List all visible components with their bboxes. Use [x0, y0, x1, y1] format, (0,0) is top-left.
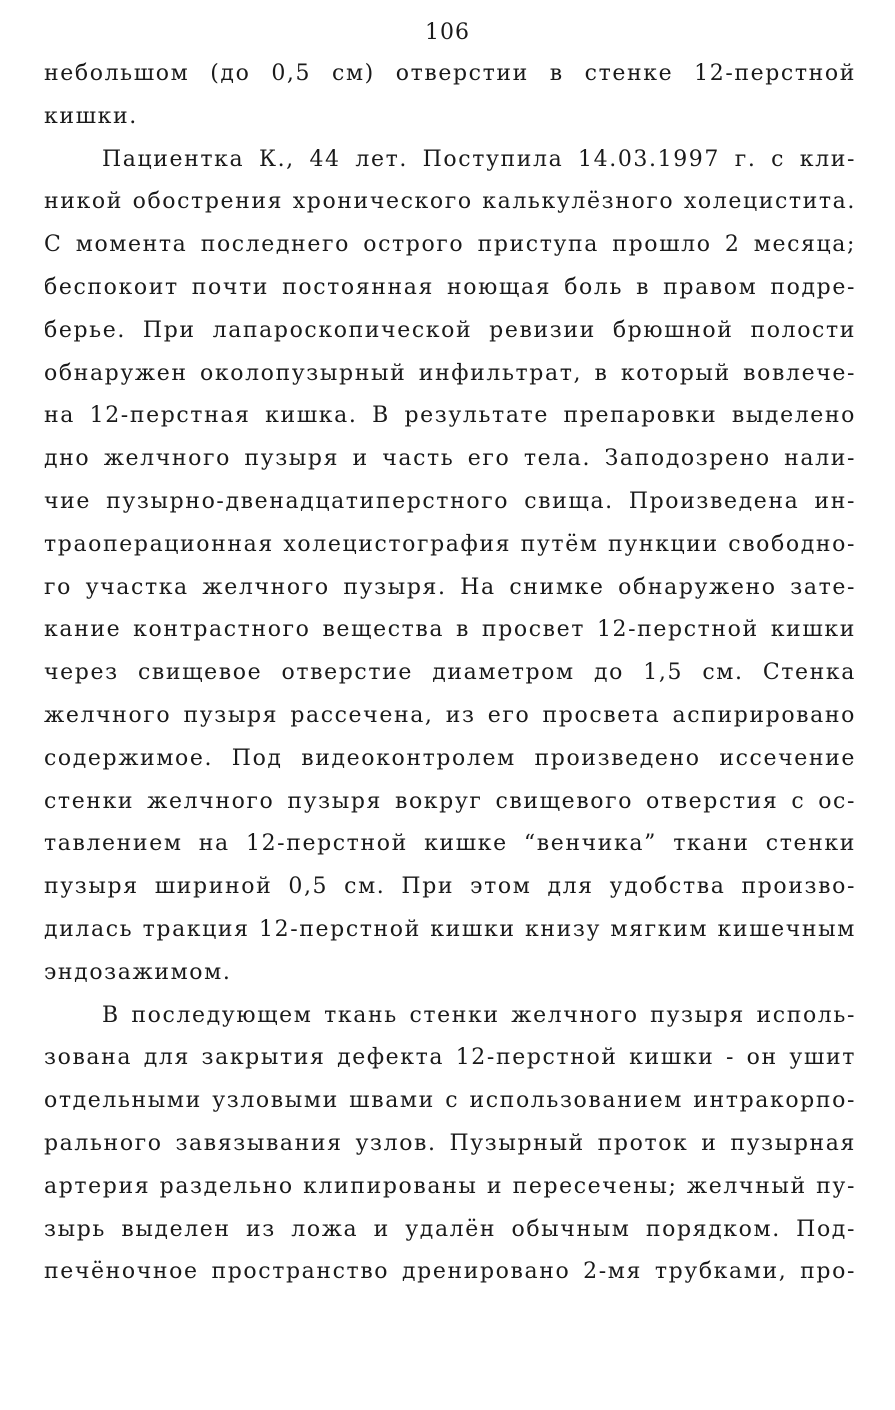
text-line: зована для закрытия дефекта 12-перстной кишки - он ушит — [44, 1045, 856, 1071]
text-line: С момента последнего острого приступа прошло 2 месяца; — [44, 232, 856, 258]
text-line: дно желчного пузыря и часть его тела. Заподозрено нали- — [44, 446, 856, 472]
text-line: Пациентка К., 44 лет. Поступила 14.03.1997 г. с кли- — [102, 146, 856, 172]
text-line: желчного пузыря рассечена, из его просвета аспирировано — [44, 703, 856, 728]
text-line: артерия раздельно клипированы и пересечены; желчный пу- — [44, 1173, 856, 1199]
text-line: содержимое. Под видеоконтролем произведено иссечение — [44, 745, 856, 771]
text-line: через свищевое отверстие диаметром до 1,5 см. Стенка — [44, 660, 856, 686]
text-line: стенки желчного пузыря вокруг свищевого отверстия с ос- — [44, 788, 856, 814]
text-line: обнаружен околопузырный инфильтрат, в который вовлече- — [44, 360, 856, 386]
text-line: го участка желчного пузыря. На снимке обнаружено зате- — [44, 574, 856, 600]
text-line: эндозажимом. — [44, 959, 232, 985]
text-line: беспокоит почти постоянная ноющая боль в правом подре- — [44, 275, 856, 300]
text-line: траоперационная холецистография путём пункции свободно- — [44, 531, 856, 557]
text-line: дилась тракция 12-перстной кишки книзу мягким кишечным — [44, 917, 856, 942]
text-line: никой обострения хронического калькулёзного холецистита. — [44, 189, 856, 215]
text-line: чие пузырно-двенадцатиперстного свища. Произведена ин- — [44, 489, 856, 514]
text-line: отдельными узловыми швами с использованием интракорпо- — [44, 1088, 856, 1114]
text-line: зырь выделен из ложа и удалён обычным порядком. Под- — [44, 1216, 856, 1242]
text-line: кишки. — [44, 103, 138, 129]
text-line: тавлением на 12-перстной кишке “венчика” ткани стенки — [44, 831, 856, 857]
text-line: печёночное пространство дренировано 2-мя трубками, про- — [44, 1259, 856, 1285]
page-number: 106 — [425, 20, 470, 45]
text-line: кание контрастного вещества в просвет 12-перстной кишки — [44, 617, 856, 643]
text-line: рального завязывания узлов. Пузырный проток и пузырная — [44, 1131, 856, 1156]
text-line: на 12-перстная кишка. В результате препаровки выделено — [44, 403, 856, 429]
text-line: небольшом (до 0,5 см) отверстии в стенке 12-перстной — [44, 61, 856, 86]
text-line: берье. При лапароскопической ревизии брюшной полости — [44, 317, 856, 343]
text-line: пузыря шириной 0,5 см. При этом для удобства произво- — [44, 874, 856, 900]
text-line: В последующем ткань стенки желчного пузыря исполь- — [102, 1002, 856, 1028]
